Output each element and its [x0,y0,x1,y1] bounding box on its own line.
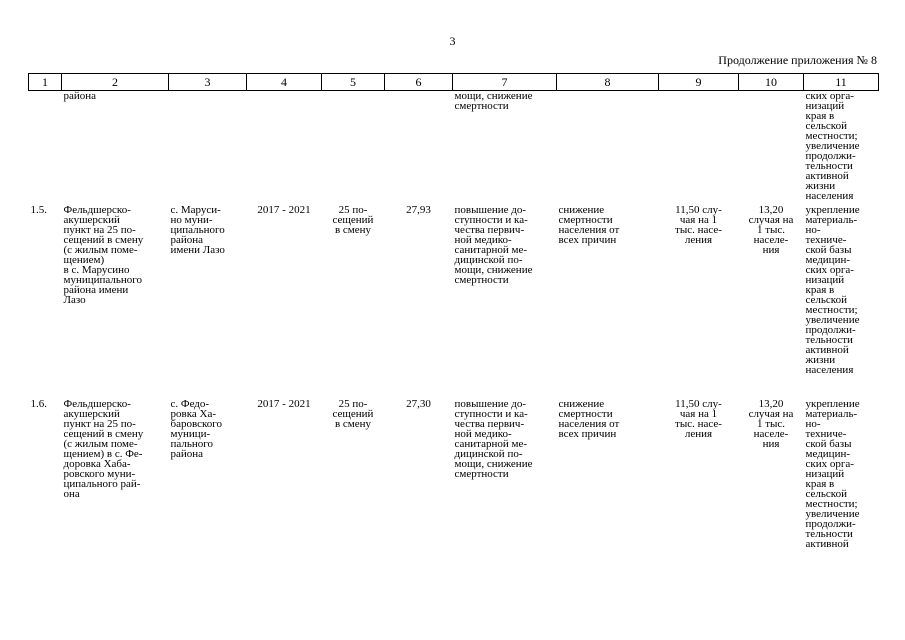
column-header: 4 [247,74,322,91]
capacity: 25 по- сещений в смену [332,204,374,236]
continuation-label: Продолжение приложения № 8 [718,53,877,67]
baseline-value: 11,50 слу- чая на 1 тыс. насе- ления [675,204,722,246]
indicator: снижение смертности населения от всех причин [558,204,620,246]
location [169,91,247,202]
object-name: района [63,90,97,102]
column-header: 11 [804,74,879,91]
goal: повышение до- ступности и ка- чества первич- ной медико- санитарной ме- дицинской по- мощи, снижение смертности [454,204,533,286]
cost [385,91,453,202]
period [247,91,322,202]
baseline-value: 11,50 слу- чая на 1 тыс. насе- ления [675,398,722,440]
indicator [557,91,659,202]
indicator: снижение смертности населения от всех причин [558,398,620,440]
row-number: 1.5. [30,204,47,216]
table-row [29,394,879,569]
column-header: 2 [62,74,169,91]
target-value [739,91,804,202]
cost: 27,93 [406,204,431,216]
target-value: 13,20 случая на 1 тыс. населе- ния [748,204,794,256]
row-number [29,91,62,202]
capacity: 25 по- сещений в смену [332,398,374,430]
object-name: Фельдшерско- акушерский пункт на 25 по- сещений в смену (с жилым поме- щением) в с. Фе- доровка Хаба- ровского муни- ципального рай- она [63,398,144,500]
table-row [29,91,879,202]
goal: повышение до- ступности и ка- чества первич- ной медико- санитарной ме- дицинской по- мощи, снижение смертности [454,398,533,480]
row-number: 1.6. [30,398,47,410]
column-header: 1 [29,74,62,91]
period: 2017 - 2021 [257,398,311,410]
column-header: 7 [453,74,557,91]
expected-result: укрепление материаль- но- техниче- ской базы медицин- ских орга- низаций края в сельской местности; увеличение продолжи- тельности активной [805,398,860,550]
object-name: Фельдшерско- акушерский пункт на 25 по- сещений в смену (с жилым поме- щением) в с. Марусино муниципального района имени Лазо [63,204,144,306]
column-header: 6 [385,74,453,91]
baseline-value [659,91,739,202]
expected-result: укрепление материаль- но- техниче- ской базы медицин- ских орга- низаций края в сельской местности; увеличение продолжи- тельности активной жизни населения [805,204,860,376]
column-header: 5 [322,74,385,91]
expected-result: ских орга- низаций края в сельской местности; увеличение продолжи- тельности активной жизни населения [805,90,860,202]
column-header: 10 [739,74,804,91]
table-header-row [29,74,879,91]
column-header: 9 [659,74,739,91]
table-row [29,201,879,394]
location: с. Маруси- но муни- ципального района имени Лазо [170,204,225,256]
location: с. Федо- ровка Ха- баровского муници- пального района [170,398,223,460]
period: 2017 - 2021 [257,204,311,216]
page-number: 3 [449,34,456,48]
cost: 27,30 [406,398,431,410]
column-header: 8 [557,74,659,91]
appendix-table [28,73,879,569]
capacity [322,91,385,202]
column-header: 3 [169,74,247,91]
target-value: 13,20 случая на 1 тыс. населе- ния [748,398,794,450]
goal: мощи, снижение смертности [454,90,533,112]
